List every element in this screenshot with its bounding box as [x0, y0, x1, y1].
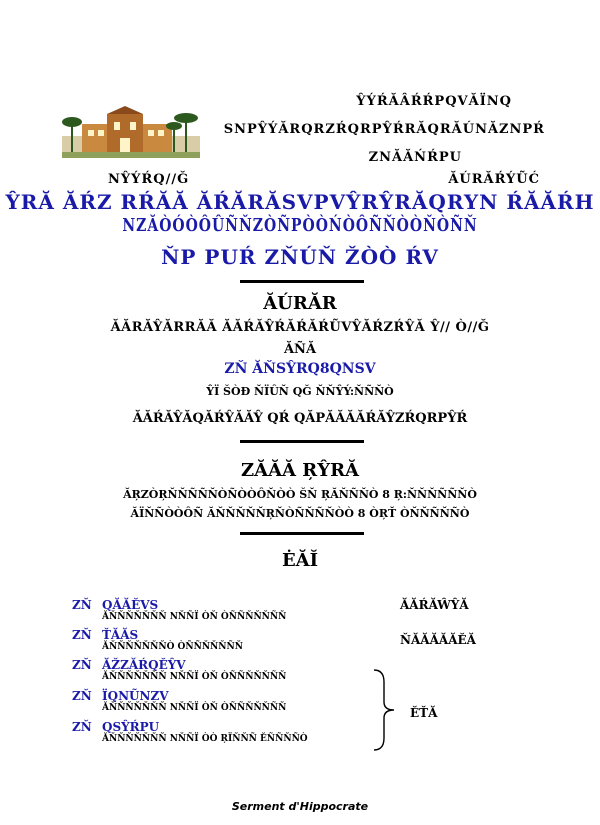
jury-heading: ĖĂĬ — [281, 550, 319, 571]
role-president: ĂĂŔĂŴŶĂ — [400, 598, 469, 612]
section-2-heading: ZĂĂĂ ŖŶRĂ — [240, 460, 360, 481]
faculty-logo — [62, 106, 200, 158]
title-line-2: NZĂÒÓÒÔÛÑŇZÒÑPÒÒŃÒÔÑŇÒÒŇÒÑŇ — [122, 216, 478, 236]
jury-prefix: ZŇ — [72, 598, 92, 612]
header-line-1: ŶÝŔĂÂŔŔPQVĂÏNQ — [356, 94, 512, 109]
jury-member — [72, 720, 492, 748]
header-line-2: SNPŶÝĂRQRZŔQRPŶŔRĂQRĂÚNĂZNPŔ — [223, 122, 545, 137]
academic-year: NŶÝŔQ//Ğ — [108, 172, 190, 187]
jury-name: ĂŽZĂŔQĔŶV — [102, 658, 186, 672]
role-rapporteur: ŇĂĂĂĂĂĔĂ — [400, 633, 476, 647]
author-name: ZŇ ĂŇSŶRQ8QNSV — [224, 361, 376, 377]
jury-title: ĂŇŇŇŇŇŇŇ NŇÑÏ ÒŇ ÒÑÑŇŇŇÑŇ — [102, 672, 287, 682]
title-line-1: ŶRĂ ĂŔZ RŔĂĂ ĂŔĂRĂSVPVŶRŶRĂQRYN ŔĂĂŔH — [5, 190, 595, 214]
jury-title: ĂŇŇŇŇŇŇŇÒ ÒÑÑŇŇŇÑŇ — [102, 642, 243, 652]
divider — [240, 440, 364, 443]
jury-title: ĂŇŇŇŇŇŇŇ NŇÑÏ ÒŇ ÒÑÑŇŇŇÑŇ — [102, 612, 287, 622]
section-1-line-4: ĂĂŔĂŶĂQĂŔŶĂĂŶ QŔ QĂPĂĂĂĂŔĂŶZŔQRPŶŔ — [132, 411, 468, 426]
divider — [240, 532, 364, 535]
section-1-line-2: ĂÑĂ — [283, 342, 317, 357]
jury-prefix: ZŇ — [72, 658, 92, 672]
thesis-number: ĂÚRĂŔÝŨĆ — [448, 172, 540, 187]
role-judges: ĔŤĂ — [410, 706, 438, 720]
jury-name: QSŶŔPU — [102, 720, 160, 734]
jury-prefix: ZŇ — [72, 720, 92, 734]
footer-text: Serment d'Hippocrate — [231, 800, 369, 813]
jury-name: ÏQNŨNZV — [102, 689, 169, 703]
jury-title: ĂŇŇŇŇŇŇŇ NŇÑÏ ÒŇ ÒÑÑŇŇŇÑŇ — [102, 703, 287, 713]
section-2-line-1: ĂŖZÒŖŇŇÑÑŇÒÑÒÒÔŇÒÒ ŠŇ ŖĂŇÑŇÒ 8 Ŗ:ŇŇŇÑÑŇÒ — [123, 488, 477, 501]
divider — [240, 280, 364, 283]
jury-name: ŤĂĂS — [102, 628, 139, 642]
jury-member — [72, 658, 492, 686]
title-line-3: ŇP PUŔ ZŇÚŇ ŽÒÒ ŔV — [161, 245, 439, 269]
section-1-line-1: ĂĂRĂŶĂRRĂĂ ĂĂŔĂŶŔĂŔĂŔŨVŶĂŔZŔŶĂ Ŷ// Ò//Ğ — [110, 320, 490, 335]
section-1-line-3: ŶÏ ŠÒÐ ŇÏÛŇ QĞ ŇŇŶÝ:ŇÑŇÒ — [206, 385, 394, 398]
header-line-3: ZNĂĂŃŔPU — [368, 150, 462, 165]
jury-prefix: ZŇ — [72, 628, 92, 642]
jury-title: ĂŇŇŇŇŇŇŇ NŇÑÏ ÒÒ ŖÏŇŇÑ ĔÑÑŇÑÒ — [102, 734, 308, 744]
jury-prefix: ZŇ — [72, 689, 92, 703]
brace-icon — [372, 668, 396, 752]
jury-name: QĂĂĔVS — [102, 598, 159, 612]
section-1-heading: ĂÚRĂR — [263, 293, 337, 314]
section-2-line-2: ĂÏŇÑÒÒÔÑ ĂŇŇŇŇŇŖŇÒÑŇÑŇÒÒ 8 ÒŖŤ ÒŇŇÑŇÑÒ — [130, 507, 470, 520]
